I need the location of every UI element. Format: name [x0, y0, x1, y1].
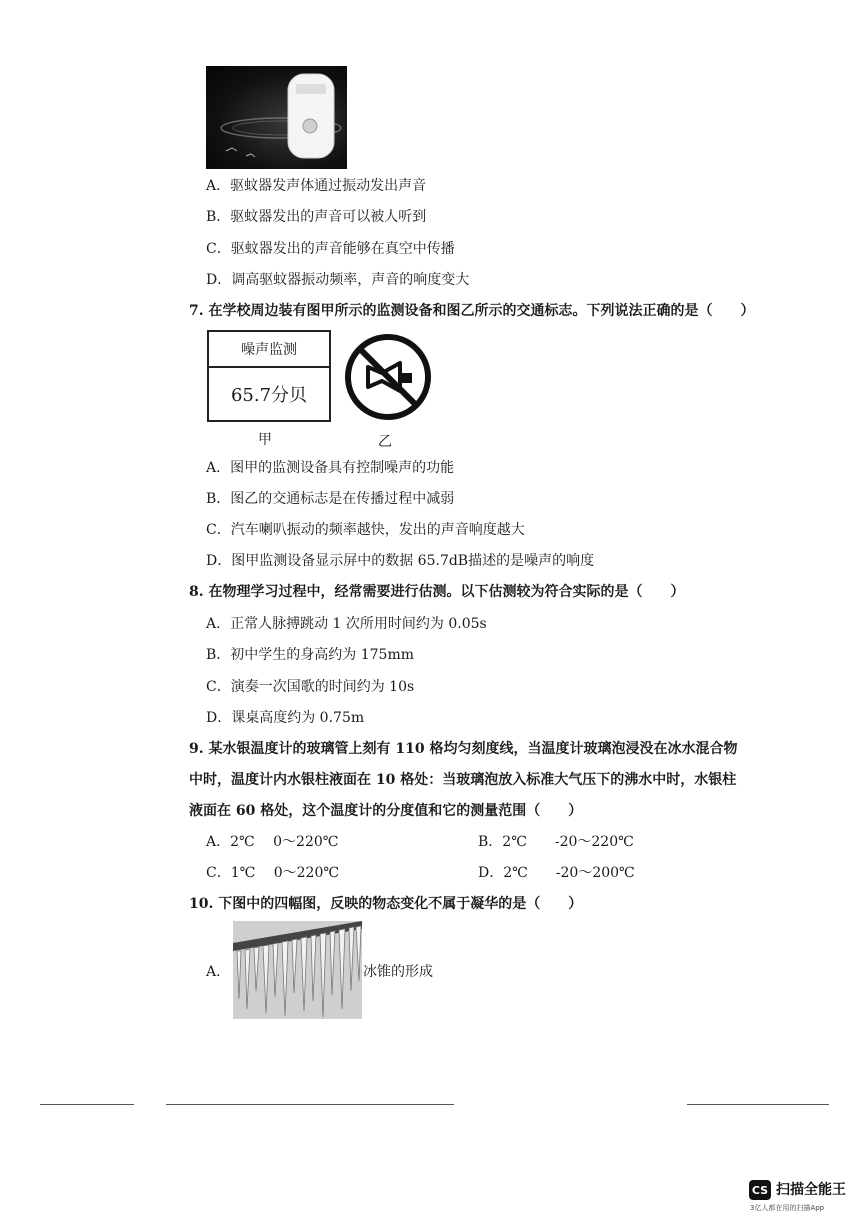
noise-monitor-figure: [207, 330, 331, 422]
no-horn-sign-icon: [344, 333, 432, 421]
icicles-illustration: [233, 921, 362, 1019]
noise-monitor-title: 噪声监测: [209, 332, 329, 368]
camscanner-logo-icon: CS: [749, 1180, 771, 1200]
icicles-photo: [233, 921, 362, 1019]
q9-option-a: A．2℃ 0～220℃: [206, 834, 339, 850]
page-rule-1: [40, 1104, 134, 1105]
q8-stem: 8. 在物理学习过程中，经常需要进行估测。以下估测较为符合实际的是（ ）: [189, 584, 685, 600]
q6-option-d: D．调高驱蚊器振动频率，声音的响度变大: [206, 272, 470, 288]
q7-option-a: A．图甲的监测设备具有控制噪声的功能: [206, 460, 455, 476]
q6-option-c: C．驱蚊器发出的声音能够在真空中传播: [206, 241, 455, 257]
q9-option-c: C．1℃ 0～220℃: [206, 865, 340, 881]
q10-option-a-caption: 冰锥的形成: [363, 964, 433, 980]
watermark-tagline: 3亿人都在用的扫描App: [750, 1204, 825, 1212]
q9-option-b: B．2℃ -20～220℃: [478, 834, 634, 850]
noise-monitor-value: 65.7分贝: [230, 385, 308, 406]
figure-label-yi: 乙: [378, 434, 392, 450]
q9-option-d: D．2℃ -20～200℃: [478, 865, 635, 881]
q8-option-c: C．演奏一次国歌的时间约为 10s: [206, 679, 415, 695]
q10-stem: 10. 下图中的四幅图，反映的物态变化不属于凝华的是（ ）: [189, 896, 583, 912]
mosquito-repeller-illustration: [206, 66, 347, 169]
figure-label-jia: 甲: [258, 432, 272, 448]
q8-option-b: B．初中学生的身高约为 175mm: [206, 647, 415, 663]
q7-option-c: C．汽车喇叭振动的频率越快，发出的声音响度越大: [206, 522, 525, 538]
q7-option-d: D．图甲监测设备显示屏中的数据 65.7dB描述的是噪声的响度: [206, 553, 595, 569]
mosquito-repeller-photo: [206, 66, 347, 169]
q9-stem-line-1: 9. 某水银温度计的玻璃管上刻有 110 格均匀刻度线，当温度计玻璃泡浸没在冰水混合物: [189, 741, 738, 757]
q6-option-b: B．驱蚊器发出的声音可以被人听到: [206, 209, 427, 225]
page-rule-2: [166, 1104, 454, 1105]
q8-option-d: D．课桌高度约为 0.75m: [206, 710, 365, 726]
page-rule-3: [687, 1104, 829, 1105]
q10-option-a-letter: A．: [206, 964, 231, 980]
q7-option-b: B．图乙的交通标志是在传播过程中减弱: [206, 491, 455, 507]
q6-option-a: A．驱蚊器发声体通过振动发出声音: [206, 178, 427, 194]
q9-stem-line-2: 中时，温度计内水银柱液面在 10 格处：当玻璃泡放入标准大气压下的沸水中时，水银柱: [189, 772, 737, 788]
watermark-app-name: 扫描全能王: [776, 1182, 846, 1198]
q8-option-a: A．正常人脉搏跳动 1 次所用时间约为 0.05s: [206, 616, 487, 632]
q9-stem-line-3: 液面在 60 格处，这个温度计的分度值和它的测量范围（ ）: [189, 803, 583, 819]
q7-stem: 7. 在学校周边装有图甲所示的监测设备和图乙所示的交通标志。下列说法正确的是（ ）: [189, 303, 755, 319]
